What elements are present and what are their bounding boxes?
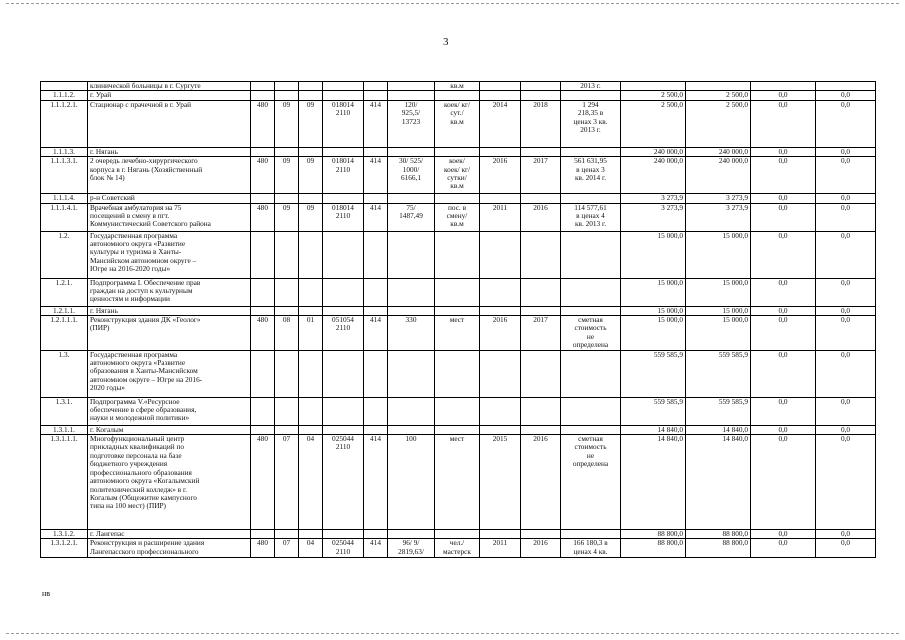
cell-budget-amount: 15 000,0 — [686, 278, 751, 306]
cell-target-article — [323, 350, 364, 397]
cell-estimated-cost — [561, 147, 621, 156]
cell-subsection: 04 — [299, 539, 323, 558]
cell-section: 09 — [275, 157, 299, 194]
cell-budget-amount: 14 840,0 — [686, 425, 751, 434]
cell-subsection — [299, 82, 323, 91]
cell-target-article — [323, 82, 364, 91]
cell-ministry — [251, 278, 275, 306]
cell-capacity: 330 — [388, 316, 435, 351]
cell-end-year: 2017 — [521, 316, 561, 351]
cell-subsection — [299, 278, 323, 306]
cell-estimated-cost: сметная стоимость не определена — [561, 316, 621, 351]
cell-unit: мест — [435, 316, 480, 351]
cell-start-year — [480, 91, 521, 100]
cell-amount-2: 0,0 — [751, 278, 816, 306]
cell-number: 1.1.1.4. — [41, 194, 88, 203]
cell-amount-2: 0,0 — [751, 91, 816, 100]
footer-mark: нв — [42, 589, 51, 598]
table-row — [41, 350, 876, 397]
cell-amount-3: 0,0 — [816, 316, 876, 351]
cell-ministry — [251, 306, 275, 315]
cell-section — [275, 278, 299, 306]
cell-amount-2 — [751, 82, 816, 91]
cell-subsection — [299, 194, 323, 203]
cell-start-year: 2011 — [480, 203, 521, 231]
cell-name: Стационар с прачечной в г. Урай — [88, 100, 251, 147]
cell-total-amount: 15 000,0 — [621, 231, 686, 278]
cell-amount-3: 0,0 — [816, 194, 876, 203]
cell-ministry: 480 — [251, 203, 275, 231]
cell-end-year: 2018 — [521, 100, 561, 147]
cell-unit — [435, 350, 480, 397]
cell-expense-type: 414 — [364, 435, 388, 530]
cell-capacity — [388, 397, 435, 425]
cell-budget-amount: 2 500,0 — [686, 100, 751, 147]
cell-unit: коек/ коек/ кг/ сутки/ кв.м — [435, 157, 480, 194]
cell-expense-type — [364, 82, 388, 91]
cell-budget-amount: 240 000,0 — [686, 157, 751, 194]
cell-amount-3: 0,0 — [816, 147, 876, 156]
cell-expense-type — [364, 278, 388, 306]
cell-estimated-cost — [561, 278, 621, 306]
table-row — [41, 397, 876, 425]
cell-section — [275, 147, 299, 156]
table-row — [41, 231, 876, 278]
cell-capacity: 30/ 525/ 1000/ 6166,1 — [388, 157, 435, 194]
cell-capacity — [388, 231, 435, 278]
cell-total-amount: 3 273,9 — [621, 203, 686, 231]
cell-amount-3: 0,0 — [816, 350, 876, 397]
cell-subsection: 04 — [299, 435, 323, 530]
cell-section — [275, 397, 299, 425]
cell-start-year — [480, 194, 521, 203]
cell-ministry: 480 — [251, 435, 275, 530]
cell-name: Подпрограмма I. Обеспечение прав граждан на доступ к культурным ценностям и информации — [88, 278, 251, 306]
table-row — [41, 82, 876, 91]
cell-target-article — [323, 231, 364, 278]
cell-number: 1.1.1.3. — [41, 147, 88, 156]
cell-expense-type — [364, 350, 388, 397]
cell-capacity — [388, 306, 435, 315]
cell-section — [275, 91, 299, 100]
top-scan-edge — [6, 3, 899, 4]
cell-target-article — [323, 397, 364, 425]
cell-subsection: 09 — [299, 157, 323, 194]
cell-end-year — [521, 350, 561, 397]
cell-budget-amount — [686, 82, 751, 91]
cell-amount-2: 0,0 — [751, 306, 816, 315]
cell-amount-3: 0,0 — [816, 530, 876, 539]
table-row — [41, 278, 876, 306]
page-number: 3 — [443, 36, 449, 48]
cell-expense-type — [364, 91, 388, 100]
cell-capacity — [388, 278, 435, 306]
cell-amount-3 — [816, 82, 876, 91]
cell-number: 1.3. — [41, 350, 88, 397]
cell-expense-type: 414 — [364, 203, 388, 231]
cell-amount-3: 0,0 — [816, 306, 876, 315]
cell-estimated-cost — [561, 530, 621, 539]
cell-estimated-cost — [561, 306, 621, 315]
cell-unit — [435, 397, 480, 425]
cell-start-year: 2014 — [480, 100, 521, 147]
cell-start-year: 2016 — [480, 316, 521, 351]
cell-amount-2: 0,0 — [751, 157, 816, 194]
cell-budget-amount: 14 840,0 — [686, 435, 751, 530]
cell-capacity — [388, 147, 435, 156]
cell-section — [275, 231, 299, 278]
cell-number: 1.1.1.3.1. — [41, 157, 88, 194]
cell-unit — [435, 530, 480, 539]
cell-estimated-cost — [561, 231, 621, 278]
cell-ministry — [251, 425, 275, 434]
cell-name: г. Когалым — [88, 425, 251, 434]
cell-budget-amount: 3 273,9 — [686, 203, 751, 231]
cell-expense-type — [364, 306, 388, 315]
cell-unit: мест — [435, 435, 480, 530]
cell-end-year — [521, 231, 561, 278]
cell-name: г. Лангепас — [88, 530, 251, 539]
cell-section: 07 — [275, 539, 299, 558]
cell-target-article — [323, 147, 364, 156]
cell-budget-amount: 88 800,0 — [686, 539, 751, 558]
cell-total-amount: 88 800,0 — [621, 530, 686, 539]
cell-name: Государственная программа автономного округа «Развитие культуры и туризма в Ханты- Мансийском автономном округе – Югре на 2016-2020 годы» — [88, 231, 251, 278]
cell-estimated-cost: 166 180,3 в ценах 4 кв. — [561, 539, 621, 558]
cell-subsection: 01 — [299, 316, 323, 351]
cell-amount-2: 0,0 — [751, 397, 816, 425]
table-row — [41, 539, 876, 558]
cell-unit — [435, 194, 480, 203]
cell-amount-2: 0,0 — [751, 425, 816, 434]
cell-estimated-cost: 2013 г. — [561, 82, 621, 91]
cell-budget-amount: 559 585,9 — [686, 397, 751, 425]
cell-budget-amount: 240 000,0 — [686, 147, 751, 156]
cell-total-amount: 240 000,0 — [621, 147, 686, 156]
cell-end-year — [521, 530, 561, 539]
cell-section — [275, 530, 299, 539]
cell-amount-2: 0,0 — [751, 147, 816, 156]
cell-capacity — [388, 194, 435, 203]
cell-start-year: 2015 — [480, 435, 521, 530]
cell-target-article — [323, 425, 364, 434]
cell-expense-type — [364, 147, 388, 156]
cell-target-article — [323, 278, 364, 306]
cell-estimated-cost: 1 294 218,35 в ценах 3 кв. 2013 г. — [561, 100, 621, 147]
cell-estimated-cost — [561, 350, 621, 397]
cell-expense-type — [364, 231, 388, 278]
cell-ministry — [251, 231, 275, 278]
cell-amount-3: 0,0 — [816, 203, 876, 231]
cell-number: 1.3.1.2. — [41, 530, 88, 539]
cell-subsection — [299, 147, 323, 156]
table-row — [41, 91, 876, 100]
cell-total-amount: 14 840,0 — [621, 425, 686, 434]
cell-section: 08 — [275, 316, 299, 351]
cell-subsection — [299, 397, 323, 425]
cell-number: 1.2.1.1.1. — [41, 316, 88, 351]
cell-number: 1.3.1.2.1. — [41, 539, 88, 558]
cell-ministry: 480 — [251, 539, 275, 558]
cell-amount-2: 0,0 — [751, 100, 816, 147]
table-row — [41, 203, 876, 231]
cell-section: 09 — [275, 100, 299, 147]
cell-section: 09 — [275, 203, 299, 231]
cell-end-year — [521, 82, 561, 91]
cell-unit — [435, 425, 480, 434]
cell-section — [275, 306, 299, 315]
cell-expense-type: 414 — [364, 316, 388, 351]
cell-capacity — [388, 425, 435, 434]
cell-ministry: 480 — [251, 100, 275, 147]
cell-amount-2: 0,0 — [751, 203, 816, 231]
table-row — [41, 157, 876, 194]
cell-unit — [435, 278, 480, 306]
cell-subsection — [299, 91, 323, 100]
cell-name: Врачебная амбулатория на 75 посещений в смену в пгт. Коммунистический Советского района — [88, 203, 251, 231]
table-row — [41, 100, 876, 147]
table-row — [41, 306, 876, 315]
cell-unit: чел./ мастерск — [435, 539, 480, 558]
cell-expense-type — [364, 397, 388, 425]
cell-total-amount: 15 000,0 — [621, 278, 686, 306]
cell-amount-2: 0,0 — [751, 539, 816, 558]
cell-total-amount — [621, 82, 686, 91]
cell-amount-3: 0,0 — [816, 397, 876, 425]
cell-section — [275, 425, 299, 434]
cell-end-year — [521, 425, 561, 434]
table-row — [41, 316, 876, 351]
cell-expense-type: 414 — [364, 157, 388, 194]
cell-capacity — [388, 350, 435, 397]
cell-capacity — [388, 530, 435, 539]
table-row — [41, 530, 876, 539]
cell-ministry: 480 — [251, 157, 275, 194]
table-row — [41, 147, 876, 156]
cell-end-year: 2016 — [521, 203, 561, 231]
cell-start-year — [480, 278, 521, 306]
cell-name: г. Урай — [88, 91, 251, 100]
cell-total-amount: 559 585,9 — [621, 397, 686, 425]
cell-end-year — [521, 397, 561, 425]
cell-budget-amount: 559 585,9 — [686, 350, 751, 397]
cell-subsection — [299, 306, 323, 315]
table-row — [41, 194, 876, 203]
cell-target-article: 018014 2110 — [323, 157, 364, 194]
cell-amount-2: 0,0 — [751, 231, 816, 278]
cell-name: Государственная программа автономного округа «Развитие образования в Ханты-Мансийском автономном округе – Югре на 2016- 2020 годы» — [88, 350, 251, 397]
cell-unit — [435, 147, 480, 156]
cell-total-amount: 2 500,0 — [621, 100, 686, 147]
cell-total-amount: 14 840,0 — [621, 435, 686, 530]
cell-amount-3: 0,0 — [816, 91, 876, 100]
cell-amount-3: 0,0 — [816, 231, 876, 278]
cell-unit: кв.м — [435, 82, 480, 91]
cell-unit — [435, 306, 480, 315]
cell-section: 07 — [275, 435, 299, 530]
cell-number — [41, 82, 88, 91]
cell-amount-2: 0,0 — [751, 316, 816, 351]
cell-ministry — [251, 350, 275, 397]
cell-budget-amount: 3 273,9 — [686, 194, 751, 203]
table-row — [41, 435, 876, 530]
cell-ministry — [251, 147, 275, 156]
cell-subsection — [299, 231, 323, 278]
cell-amount-3: 0,0 — [816, 539, 876, 558]
cell-estimated-cost — [561, 91, 621, 100]
cell-end-year — [521, 194, 561, 203]
cell-total-amount: 15 000,0 — [621, 316, 686, 351]
cell-expense-type — [364, 425, 388, 434]
cell-total-amount: 88 800,0 — [621, 539, 686, 558]
cell-start-year: 2011 — [480, 539, 521, 558]
cell-start-year — [480, 350, 521, 397]
cell-target-article — [323, 306, 364, 315]
cell-end-year — [521, 147, 561, 156]
cell-name: клинической больницы в г. Сургуте — [88, 82, 251, 91]
cell-total-amount: 3 273,9 — [621, 194, 686, 203]
cell-estimated-cost — [561, 425, 621, 434]
cell-start-year — [480, 306, 521, 315]
cell-end-year — [521, 91, 561, 100]
cell-end-year — [521, 278, 561, 306]
cell-number: 1.1.1.4.1. — [41, 203, 88, 231]
investment-table — [40, 81, 876, 558]
cell-target-article: 025044 2110 — [323, 539, 364, 558]
cell-number: 1.1.1.2.1. — [41, 100, 88, 147]
cell-total-amount: 559 585,9 — [621, 350, 686, 397]
cell-ministry — [251, 194, 275, 203]
cell-name: р-н Советский — [88, 194, 251, 203]
cell-amount-2: 0,0 — [751, 350, 816, 397]
cell-number: 1.2.1. — [41, 278, 88, 306]
cell-ministry — [251, 82, 275, 91]
cell-budget-amount: 2 500,0 — [686, 91, 751, 100]
cell-amount-2: 0,0 — [751, 194, 816, 203]
cell-start-year: 2016 — [480, 157, 521, 194]
cell-budget-amount: 15 000,0 — [686, 316, 751, 351]
cell-unit — [435, 91, 480, 100]
cell-capacity: 120/ 925,5/ 13723 — [388, 100, 435, 147]
cell-expense-type: 414 — [364, 100, 388, 147]
cell-start-year — [480, 397, 521, 425]
cell-start-year — [480, 231, 521, 278]
cell-subsection — [299, 425, 323, 434]
bottom-scan-edge — [6, 633, 899, 634]
cell-number: 1.3.1.1.1. — [41, 435, 88, 530]
cell-capacity — [388, 91, 435, 100]
cell-capacity: 100 — [388, 435, 435, 530]
cell-number: 1.2.1.1. — [41, 306, 88, 315]
cell-target-article — [323, 91, 364, 100]
cell-number: 1.1.1.2. — [41, 91, 88, 100]
cell-total-amount: 15 000,0 — [621, 306, 686, 315]
cell-total-amount: 2 500,0 — [621, 91, 686, 100]
cell-budget-amount: 15 000,0 — [686, 231, 751, 278]
cell-number: 1.3.1. — [41, 397, 88, 425]
cell-name: г. Нягань — [88, 306, 251, 315]
cell-amount-3: 0,0 — [816, 157, 876, 194]
cell-amount-3: 0,0 — [816, 435, 876, 530]
cell-end-year: 2016 — [521, 539, 561, 558]
cell-section — [275, 82, 299, 91]
cell-name: г. Нягань — [88, 147, 251, 156]
cell-capacity: 96/ 9/ 2819,63/ — [388, 539, 435, 558]
cell-capacity: 75/ 1487,49 — [388, 203, 435, 231]
cell-section — [275, 350, 299, 397]
cell-target-article: 051054 2110 — [323, 316, 364, 351]
cell-ministry — [251, 91, 275, 100]
cell-estimated-cost: 561 631,95 в ценах 3 кв. 2014 г. — [561, 157, 621, 194]
table-body — [41, 82, 876, 558]
cell-unit — [435, 231, 480, 278]
cell-unit: коек/ кг/ сут./ кв.м — [435, 100, 480, 147]
cell-expense-type — [364, 530, 388, 539]
cell-name: Многофункциональный центр прикладных квалификаций по подготовке персонала на базе бюджетного учреждения профессионального образования автономного округа «Когалымский политехнический колледж» в г. Когалым (Общежитие кампусного типа на 100 мест) (ПИР) — [88, 435, 251, 530]
cell-budget-amount: 88 800,0 — [686, 530, 751, 539]
cell-budget-amount: 15 000,0 — [686, 306, 751, 315]
cell-target-article: 018014 2110 — [323, 100, 364, 147]
cell-subsection — [299, 530, 323, 539]
cell-subsection — [299, 350, 323, 397]
cell-amount-3: 0,0 — [816, 425, 876, 434]
cell-target-article: 018014 2110 — [323, 203, 364, 231]
cell-name: 2 очередь лечебно-хирургического корпуса в г. Нягань (Хозяйственный блок № 14) — [88, 157, 251, 194]
cell-end-year: 2016 — [521, 435, 561, 530]
cell-estimated-cost — [561, 397, 621, 425]
cell-number: 1.3.1.1. — [41, 425, 88, 434]
cell-target-article: 025044 2110 — [323, 435, 364, 530]
cell-section — [275, 194, 299, 203]
cell-amount-3: 0,0 — [816, 100, 876, 147]
cell-ministry — [251, 530, 275, 539]
cell-target-article — [323, 194, 364, 203]
cell-end-year — [521, 306, 561, 315]
cell-ministry — [251, 397, 275, 425]
cell-target-article — [323, 530, 364, 539]
cell-capacity — [388, 82, 435, 91]
cell-expense-type — [364, 194, 388, 203]
cell-name: Реконструкция здания ДК «Геолог» (ПИР) — [88, 316, 251, 351]
cell-subsection: 09 — [299, 100, 323, 147]
cell-expense-type: 414 — [364, 539, 388, 558]
cell-unit: пос. в смену/ кв.м — [435, 203, 480, 231]
cell-total-amount: 240 000,0 — [621, 157, 686, 194]
cell-end-year: 2017 — [521, 157, 561, 194]
cell-subsection: 09 — [299, 203, 323, 231]
cell-amount-2: 0,0 — [751, 530, 816, 539]
cell-start-year — [480, 82, 521, 91]
cell-amount-2: 0,0 — [751, 435, 816, 530]
cell-start-year — [480, 530, 521, 539]
cell-name: Реконструкция и расширение здания Лангепасского профессионального — [88, 539, 251, 558]
cell-estimated-cost — [561, 194, 621, 203]
cell-name: Подпрограмма V.«Ресурсное обеспечение в сфере образования, науки и молодежной политики» — [88, 397, 251, 425]
table-row — [41, 425, 876, 434]
cell-estimated-cost: сметная стоимость не определена — [561, 435, 621, 530]
cell-estimated-cost: 114 577,61 в ценах 4 кв. 2013 г. — [561, 203, 621, 231]
cell-start-year — [480, 425, 521, 434]
cell-ministry: 480 — [251, 316, 275, 351]
cell-number: 1.2. — [41, 231, 88, 278]
cell-start-year — [480, 147, 521, 156]
cell-amount-3: 0,0 — [816, 278, 876, 306]
